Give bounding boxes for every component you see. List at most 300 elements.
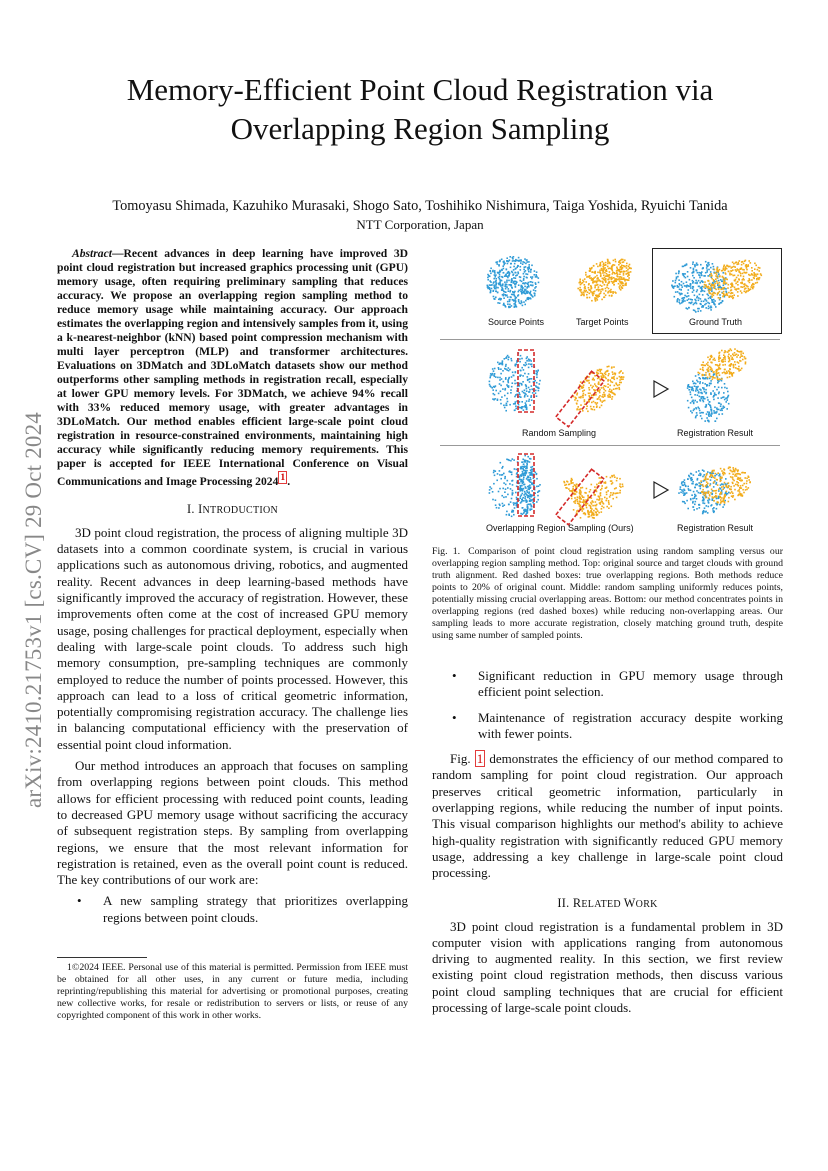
point-mark	[683, 494, 685, 496]
point-mark	[526, 364, 528, 366]
point-mark	[722, 488, 724, 490]
point-mark	[600, 276, 602, 278]
point-mark	[514, 365, 516, 367]
point-mark	[519, 476, 521, 478]
point-mark	[736, 354, 738, 356]
point-mark	[703, 474, 705, 476]
point-mark	[610, 477, 612, 479]
point-mark	[721, 490, 723, 492]
point-mark	[495, 504, 497, 506]
point-mark	[600, 495, 602, 497]
point-mark	[525, 402, 527, 404]
point-mark	[531, 389, 533, 391]
point-mark	[733, 485, 735, 487]
point-mark	[524, 267, 526, 269]
point-mark	[618, 387, 620, 389]
point-mark	[616, 267, 618, 269]
point-mark	[520, 490, 522, 492]
point-mark	[594, 281, 596, 283]
point-mark	[590, 290, 592, 292]
point-mark	[526, 260, 528, 262]
point-mark	[512, 372, 514, 374]
point-mark	[522, 471, 524, 473]
point-mark	[728, 482, 730, 484]
point-mark	[712, 470, 714, 472]
point-mark	[742, 489, 744, 491]
point-mark	[513, 277, 515, 279]
point-mark	[520, 485, 522, 487]
point-mark	[518, 301, 520, 303]
point-mark	[536, 501, 538, 503]
point-mark	[571, 498, 573, 500]
point-mark	[599, 295, 601, 297]
point-mark	[605, 294, 607, 296]
point-mark	[699, 412, 701, 414]
point-mark	[524, 271, 526, 273]
footnote-link[interactable]: 1	[280, 472, 286, 483]
point-mark	[699, 485, 701, 487]
point-mark	[598, 290, 600, 292]
point-mark	[745, 489, 747, 491]
point-mark	[709, 485, 711, 487]
point-mark	[582, 510, 584, 512]
point-mark	[608, 291, 610, 293]
point-mark	[707, 370, 709, 372]
point-mark	[515, 275, 517, 277]
point-mark	[696, 471, 698, 473]
point-mark	[714, 407, 716, 409]
point-mark	[522, 375, 524, 377]
point-mark	[716, 508, 718, 510]
point-mark	[536, 377, 538, 379]
point-mark	[598, 397, 600, 399]
point-mark	[496, 507, 498, 509]
point-mark	[513, 502, 515, 504]
point-mark	[710, 380, 712, 382]
point-mark	[687, 387, 689, 389]
point-mark	[512, 492, 514, 494]
point-mark	[621, 278, 623, 280]
point-mark	[605, 371, 607, 373]
point-mark	[495, 499, 497, 501]
point-mark	[692, 502, 694, 504]
point-mark	[630, 268, 632, 270]
point-mark	[525, 514, 527, 516]
point-mark	[599, 270, 601, 272]
point-mark	[601, 405, 603, 407]
point-mark	[600, 492, 602, 494]
point-mark	[503, 297, 505, 299]
point-mark	[582, 397, 584, 399]
point-mark	[610, 379, 612, 381]
point-mark	[695, 484, 697, 486]
point-mark	[606, 494, 608, 496]
point-mark	[697, 372, 699, 374]
point-mark	[576, 486, 578, 488]
point-mark	[728, 468, 730, 470]
figure-divider	[440, 445, 780, 446]
point-mark	[627, 269, 629, 271]
point-mark	[590, 506, 592, 508]
point-mark	[524, 461, 526, 463]
point-mark	[510, 267, 512, 269]
point-mark	[714, 477, 716, 479]
point-mark	[616, 388, 618, 390]
point-mark	[528, 363, 530, 365]
point-mark	[521, 358, 523, 360]
point-mark	[530, 269, 532, 271]
point-mark	[705, 492, 707, 494]
point-mark	[584, 512, 586, 514]
point-mark	[531, 385, 533, 387]
point-mark	[726, 399, 728, 401]
point-mark	[591, 395, 593, 397]
point-mark	[531, 506, 533, 508]
point-mark	[494, 386, 496, 388]
point-mark	[718, 490, 720, 492]
point-mark	[692, 386, 694, 388]
point-mark	[628, 266, 630, 268]
point-mark	[591, 484, 593, 486]
figure-reference-link[interactable]: 1	[476, 751, 484, 767]
point-mark	[703, 486, 705, 488]
point-mark	[740, 353, 742, 355]
point-mark	[626, 267, 628, 269]
point-mark	[597, 402, 599, 404]
left-column	[57, 247, 408, 935]
point-mark	[505, 388, 507, 390]
point-mark	[520, 266, 522, 268]
point-mark	[508, 284, 510, 286]
point-mark	[715, 420, 717, 422]
point-mark	[684, 503, 686, 505]
point-mark	[728, 361, 730, 363]
point-mark	[503, 482, 505, 484]
point-mark	[598, 512, 600, 514]
point-mark	[499, 298, 501, 300]
point-mark	[515, 281, 517, 283]
point-mark	[490, 290, 492, 292]
point-mark	[709, 373, 711, 375]
point-mark	[502, 488, 504, 490]
point-mark	[716, 498, 718, 500]
point-mark	[587, 511, 589, 513]
point-mark	[696, 414, 698, 416]
point-mark	[514, 380, 516, 382]
point-mark	[720, 499, 722, 501]
target-cloud-top	[577, 259, 632, 302]
point-mark	[738, 478, 740, 480]
point-mark	[505, 488, 507, 490]
point-mark	[535, 274, 537, 276]
point-mark	[511, 305, 513, 307]
point-mark	[593, 510, 595, 512]
point-mark	[500, 391, 502, 393]
point-mark	[536, 271, 538, 273]
point-mark	[507, 301, 509, 303]
point-mark	[575, 493, 577, 495]
point-mark	[725, 372, 727, 374]
point-mark	[497, 292, 499, 294]
point-mark	[518, 404, 520, 406]
point-mark	[522, 500, 524, 502]
point-mark	[566, 484, 568, 486]
point-mark	[599, 264, 601, 266]
point-mark	[716, 474, 718, 476]
point-mark	[688, 389, 690, 391]
point-mark	[492, 290, 494, 292]
point-mark	[726, 408, 728, 410]
point-mark	[587, 411, 589, 413]
point-mark	[707, 420, 709, 422]
point-mark	[745, 361, 747, 363]
point-mark	[621, 286, 623, 288]
point-mark	[576, 403, 578, 405]
point-mark	[702, 513, 704, 515]
point-mark	[519, 375, 521, 377]
point-mark	[510, 488, 512, 490]
point-mark	[699, 473, 701, 475]
point-mark	[613, 366, 615, 368]
label-ground-truth: Ground Truth	[689, 317, 743, 327]
point-mark	[726, 491, 728, 493]
point-mark	[605, 262, 607, 264]
point-mark	[501, 269, 503, 271]
point-mark	[494, 368, 496, 370]
point-mark	[530, 467, 532, 469]
point-mark	[589, 511, 591, 513]
point-mark	[510, 284, 512, 286]
point-mark	[608, 274, 610, 276]
fig-ref-pre: Fig.	[450, 751, 475, 767]
point-mark	[592, 501, 594, 503]
point-mark	[612, 482, 614, 484]
point-mark	[520, 262, 522, 264]
point-mark	[604, 400, 606, 402]
point-mark	[505, 378, 507, 380]
point-mark	[515, 285, 517, 287]
point-mark	[607, 366, 609, 368]
point-mark	[737, 485, 739, 487]
point-mark	[696, 401, 698, 403]
point-mark	[716, 418, 718, 420]
point-mark	[583, 497, 585, 499]
point-mark	[695, 407, 697, 409]
point-mark	[496, 286, 498, 288]
point-mark	[519, 401, 521, 403]
point-mark	[612, 373, 614, 375]
point-mark	[592, 278, 594, 280]
point-mark	[523, 409, 525, 411]
point-mark	[530, 458, 532, 460]
contribution-list-continued	[432, 668, 783, 742]
point-mark	[518, 284, 520, 286]
point-mark	[589, 270, 591, 272]
point-mark	[604, 497, 606, 499]
point-mark	[586, 405, 588, 407]
point-mark	[592, 295, 594, 297]
point-mark	[601, 289, 603, 291]
point-mark	[614, 488, 616, 490]
arrow-icon	[654, 482, 668, 498]
point-mark	[729, 359, 731, 361]
point-mark	[611, 398, 613, 400]
point-mark	[713, 377, 715, 379]
point-mark	[701, 418, 703, 420]
point-mark	[716, 479, 718, 481]
point-mark	[498, 393, 500, 395]
point-mark	[595, 298, 597, 300]
point-mark	[702, 489, 704, 491]
point-mark	[517, 271, 519, 273]
point-mark	[509, 273, 511, 275]
point-mark	[529, 481, 531, 483]
point-mark	[722, 372, 724, 374]
point-mark	[680, 486, 682, 488]
point-mark	[489, 492, 491, 494]
point-mark	[691, 494, 693, 496]
point-mark	[605, 386, 607, 388]
point-mark	[511, 386, 513, 388]
point-mark	[520, 475, 522, 477]
point-mark	[536, 373, 538, 375]
point-mark	[514, 299, 516, 301]
point-mark	[725, 485, 727, 487]
point-mark	[498, 363, 500, 365]
point-mark	[715, 370, 717, 372]
point-mark	[515, 394, 517, 396]
point-mark	[738, 362, 740, 364]
point-mark	[716, 364, 718, 366]
point-mark	[584, 492, 586, 494]
point-mark	[528, 495, 530, 497]
point-mark	[594, 285, 596, 287]
point-mark	[597, 370, 599, 372]
point-mark	[592, 379, 594, 381]
point-mark	[580, 498, 582, 500]
point-mark	[538, 282, 540, 284]
point-mark	[596, 504, 598, 506]
point-mark	[728, 356, 730, 358]
point-mark	[524, 304, 526, 306]
point-mark	[522, 497, 524, 499]
point-mark	[602, 272, 604, 274]
point-mark	[734, 361, 736, 363]
point-mark	[707, 478, 709, 480]
point-mark	[574, 497, 576, 499]
point-mark	[700, 483, 702, 485]
point-mark	[506, 286, 508, 288]
point-mark	[523, 279, 525, 281]
section-numeral: II.	[557, 895, 570, 910]
point-mark	[528, 373, 530, 375]
point-mark	[700, 392, 702, 394]
point-mark	[742, 353, 744, 355]
point-mark	[580, 404, 582, 406]
point-mark	[495, 297, 497, 299]
point-mark	[531, 366, 533, 368]
point-mark	[532, 285, 534, 287]
point-mark	[705, 495, 707, 497]
point-mark	[620, 263, 622, 265]
random-result-cloud	[687, 348, 747, 422]
point-mark	[729, 371, 731, 373]
point-mark	[728, 485, 730, 487]
point-mark	[507, 386, 509, 388]
point-mark	[576, 510, 578, 512]
point-mark	[746, 483, 748, 485]
point-mark	[601, 498, 603, 500]
point-mark	[511, 498, 513, 500]
point-mark	[720, 410, 722, 412]
point-mark	[734, 348, 736, 350]
point-mark	[707, 500, 709, 502]
point-mark	[695, 501, 697, 503]
point-mark	[576, 394, 578, 396]
point-mark	[716, 496, 718, 498]
point-mark	[535, 276, 537, 278]
point-mark	[735, 468, 737, 470]
point-mark	[504, 407, 506, 409]
point-mark	[705, 377, 707, 379]
point-mark	[495, 278, 497, 280]
point-mark	[524, 283, 526, 285]
point-mark	[531, 378, 533, 380]
point-mark	[708, 497, 710, 499]
point-mark	[593, 293, 595, 295]
point-mark	[696, 490, 698, 492]
point-mark	[704, 383, 706, 385]
point-mark	[615, 487, 617, 489]
point-mark	[690, 391, 692, 393]
point-mark	[524, 262, 526, 264]
point-mark	[608, 502, 610, 504]
label-source-points: Source Points	[488, 317, 545, 327]
point-mark	[497, 287, 499, 289]
point-mark	[746, 480, 748, 482]
caption-label: Fig. 1.	[432, 546, 461, 557]
point-mark	[611, 506, 613, 508]
point-mark	[614, 379, 616, 381]
point-mark	[505, 368, 507, 370]
point-mark	[527, 376, 529, 378]
right-column	[432, 246, 783, 1021]
point-mark	[503, 268, 505, 270]
point-mark	[712, 510, 714, 512]
point-mark	[508, 280, 510, 282]
point-mark	[717, 378, 719, 380]
point-mark	[592, 517, 594, 519]
point-mark	[489, 270, 491, 272]
point-mark	[503, 261, 505, 263]
point-mark	[489, 489, 491, 491]
point-mark	[736, 475, 738, 477]
point-mark	[497, 272, 499, 274]
point-mark	[596, 263, 598, 265]
point-mark	[603, 507, 605, 509]
point-mark	[682, 501, 684, 503]
point-mark	[618, 261, 620, 263]
point-mark	[689, 386, 691, 388]
point-mark	[578, 409, 580, 411]
point-mark	[722, 364, 724, 366]
point-mark	[590, 406, 592, 408]
point-mark	[708, 501, 710, 503]
point-mark	[721, 350, 723, 352]
point-mark	[698, 392, 700, 394]
point-mark	[495, 280, 497, 282]
point-mark	[732, 375, 734, 377]
